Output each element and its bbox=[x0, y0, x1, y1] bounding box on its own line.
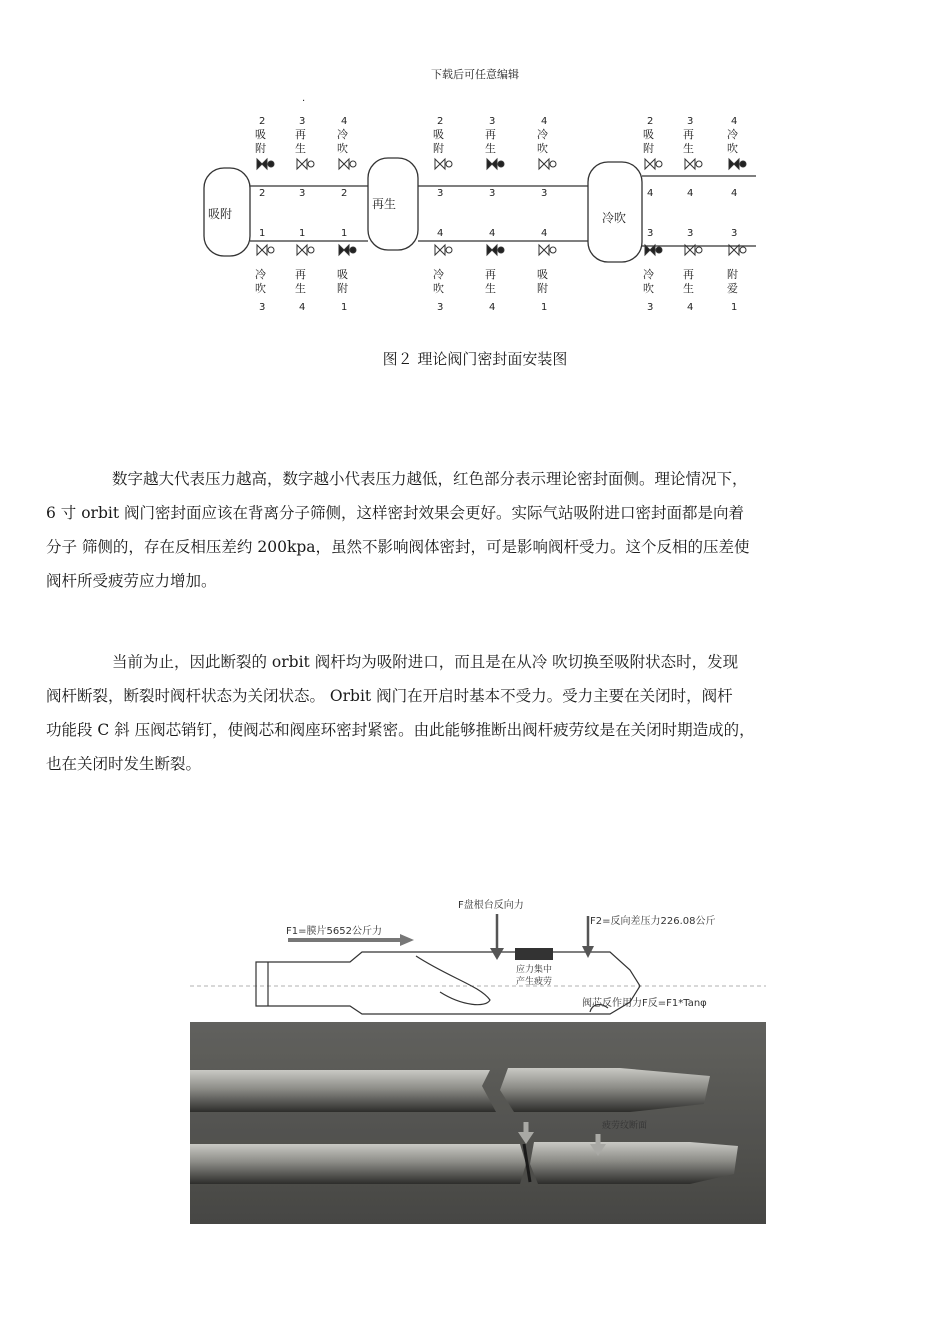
valve-open-icon bbox=[645, 159, 662, 169]
valve-function-char: 附 bbox=[727, 268, 738, 281]
paragraph-line: 阀杆所受疲劳应力增加。 bbox=[46, 572, 217, 590]
paragraph-line: 阀杆断裂，断裂时阀杆状态为关闭状态。 Orbit 阀门在开启时基本不受力。受力主要在关闭时，阀杆 bbox=[46, 687, 733, 705]
valve-number: 4 bbox=[541, 228, 548, 239]
valve-open-icon bbox=[339, 159, 356, 169]
valve-port-number: 4 bbox=[687, 188, 694, 199]
label-fatigue-surface: 疲劳纹断面 bbox=[602, 1121, 648, 1131]
valve-function-char: 冷 bbox=[727, 128, 738, 141]
valve-number: 1 bbox=[299, 228, 306, 239]
valve-function-char: 生 bbox=[485, 282, 496, 295]
valve-port-number: 3 bbox=[437, 302, 444, 313]
valve-number: 3 bbox=[647, 228, 654, 239]
valve-open-icon bbox=[539, 245, 556, 255]
valve-number: 2 bbox=[259, 116, 266, 127]
valve-seal-installation-diagram bbox=[196, 96, 760, 324]
valve-open-icon bbox=[539, 159, 556, 169]
valve-open-icon bbox=[435, 159, 452, 169]
fracture-photo bbox=[190, 1022, 766, 1224]
valve-number: 1 bbox=[341, 228, 348, 239]
valve-port-number: 1 bbox=[341, 302, 348, 313]
valve-port-number: 4 bbox=[489, 302, 496, 313]
valve-function-char: 附 bbox=[433, 142, 444, 155]
valve-function-char: 附 bbox=[643, 142, 654, 155]
valve-function-char: 吹 bbox=[337, 142, 348, 155]
valve-function-char: 吹 bbox=[537, 142, 548, 155]
label-stress-concentration: 应力集中 bbox=[516, 965, 553, 975]
paragraph-pressure bbox=[46, 462, 906, 598]
valve-port-number: 4 bbox=[731, 188, 738, 199]
valve-number: 1 bbox=[259, 228, 266, 239]
stress-concentration-marker bbox=[515, 948, 553, 960]
valve-function-char: 吹 bbox=[643, 282, 654, 295]
valve-groups bbox=[255, 116, 746, 313]
valve-number: 3 bbox=[731, 228, 738, 239]
valve-function-char: 吸 bbox=[337, 268, 348, 281]
valve-function-char: 吹 bbox=[433, 282, 444, 295]
valve-function-char: 吸 bbox=[433, 128, 444, 141]
paragraph-line: 分子 筛侧的，存在反相压差约 200kpa，虽然不影响阀体密封，可是影响阀杆受力。这个反相的压差使 bbox=[46, 538, 750, 556]
top-dot: · bbox=[302, 96, 306, 107]
valve-closed-icon bbox=[257, 159, 274, 169]
valve-function-char: 再 bbox=[295, 128, 306, 141]
valve-function-char: 吹 bbox=[255, 282, 266, 295]
valve-function-char: 冷 bbox=[537, 128, 548, 141]
valve-port-number: 1 bbox=[731, 302, 738, 313]
valve-function-char: 生 bbox=[485, 142, 496, 155]
valve-number: 4 bbox=[541, 116, 548, 127]
valve-port-number: 4 bbox=[687, 302, 694, 313]
valve-function-char: 冷 bbox=[255, 268, 266, 281]
valve-port-number: 3 bbox=[541, 188, 548, 199]
valve-function-char: 爱 bbox=[727, 282, 738, 295]
valve-function-char: 附 bbox=[337, 282, 348, 295]
valve-function-char: 生 bbox=[683, 282, 694, 295]
valve-open-icon bbox=[297, 159, 314, 169]
valve-port-number: 3 bbox=[489, 188, 496, 199]
label-f2-reverse-pressure: F2=反向差压力226.08公斤 bbox=[590, 916, 716, 927]
valve-open-icon bbox=[685, 159, 702, 169]
valve-number: 3 bbox=[687, 228, 694, 239]
valve-number: 3 bbox=[489, 116, 496, 127]
paragraph-line: 当前为止，因此断裂的 orbit 阀杆均为吸附进口，而且是在从冷 吹切换至吸附状态时，发现 bbox=[112, 653, 739, 671]
valve-port-number: 4 bbox=[647, 188, 654, 199]
vessel-label-regen: 再生 bbox=[372, 197, 397, 211]
valve-number: 4 bbox=[437, 228, 444, 239]
valve-function-char: 再 bbox=[485, 268, 496, 281]
valve-function-char: 吸 bbox=[643, 128, 654, 141]
valve-port-number: 1 bbox=[541, 302, 548, 313]
stem-drawing bbox=[190, 898, 766, 1014]
label-f1-diaphragm: F1=膜片5652公斤力 bbox=[286, 926, 382, 937]
valve-function-char: 吹 bbox=[727, 142, 738, 155]
label-valve-core-reaction: 阀芯反作用力F反=F1*Tanφ bbox=[582, 998, 707, 1009]
valve-port-number: 3 bbox=[259, 302, 266, 313]
valve-function-char: 生 bbox=[295, 282, 306, 295]
valve-function-char: 生 bbox=[295, 142, 306, 155]
valve-port-number: 2 bbox=[259, 188, 266, 199]
valve-function-char: 冷 bbox=[337, 128, 348, 141]
valve-function-char: 再 bbox=[683, 268, 694, 281]
valve-number: 2 bbox=[647, 116, 654, 127]
paragraph-line: 功能段 C 斜 压阀芯销钉，使阀芯和阀座环密封紧密。由此能够推断出阀杆疲劳纹是在关闭时期造成的， bbox=[46, 721, 755, 739]
vessel-label-adsorb: 吸附 bbox=[208, 207, 233, 221]
valve-closed-icon bbox=[339, 245, 356, 255]
valve-number: 2 bbox=[437, 116, 444, 127]
figure-caption: 图２ 理论阀门密封面安装图 bbox=[382, 350, 568, 368]
vessel-label-cold-blow: 冷吹 bbox=[602, 211, 627, 225]
paragraph-line: 6 寸 orbit 阀门密封面应该在背离分子筛侧，这样密封效果会更好。实际气站吸附进口密封面都是向着 bbox=[46, 504, 744, 522]
valve-function-char: 吸 bbox=[255, 128, 266, 141]
valve-port-number: 3 bbox=[647, 302, 654, 313]
valve-port-number: 4 bbox=[299, 302, 306, 313]
valve-function-char: 吸 bbox=[537, 268, 548, 281]
paragraph-fracture bbox=[46, 645, 906, 781]
valve-function-char: 再 bbox=[485, 128, 496, 141]
valve-function-char: 生 bbox=[683, 142, 694, 155]
valve-closed-icon bbox=[487, 245, 504, 255]
valve-port-number: 2 bbox=[341, 188, 348, 199]
paragraph-line: 也在关闭时发生断裂。 bbox=[46, 755, 202, 773]
valve-open-icon bbox=[257, 245, 274, 255]
valve-function-char: 附 bbox=[537, 282, 548, 295]
valve-open-icon bbox=[435, 245, 452, 255]
valve-number: 4 bbox=[489, 228, 496, 239]
valve-stem-stress-figure bbox=[190, 890, 766, 1224]
label-fatigue: 产生疲劳 bbox=[516, 977, 553, 987]
valve-function-char: 再 bbox=[683, 128, 694, 141]
valve-function-char: 再 bbox=[295, 268, 306, 281]
valve-port-number: 3 bbox=[437, 188, 444, 199]
label-f-plate-reverse: F盘根台反向力 bbox=[458, 900, 524, 911]
valve-function-char: 冷 bbox=[433, 268, 444, 281]
valve-open-icon bbox=[297, 245, 314, 255]
valve-port-number: 3 bbox=[299, 188, 306, 199]
valve-number: 4 bbox=[731, 116, 738, 127]
valve-number: 3 bbox=[687, 116, 694, 127]
valve-function-char: 附 bbox=[255, 142, 266, 155]
valve-function-char: 冷 bbox=[643, 268, 654, 281]
valve-number: 3 bbox=[299, 116, 306, 127]
paragraph-line: 数字越大代表压力越高，数字越小代表压力越低，红色部分表示理论密封面侧。理论情况下， bbox=[112, 470, 748, 488]
valve-closed-icon bbox=[487, 159, 504, 169]
page-header-note: 下载后可任意编辑 bbox=[431, 68, 519, 81]
valve-number: 4 bbox=[341, 116, 348, 127]
valve-closed-icon bbox=[729, 159, 746, 169]
